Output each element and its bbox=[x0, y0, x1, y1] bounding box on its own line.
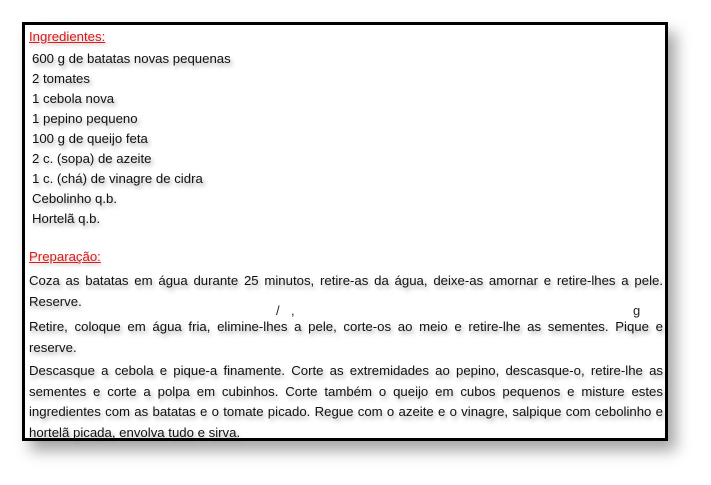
preparation-heading: Preparação: bbox=[29, 249, 101, 264]
ingredient-item: 100 g de queijo feta bbox=[32, 131, 148, 146]
ingredient-item: 600 g de batatas novas pequenas bbox=[32, 51, 231, 66]
ingredients-heading: Ingredientes: bbox=[29, 29, 106, 44]
ingredient-item: Cebolinho q.b. bbox=[32, 191, 118, 206]
preparation-step: Coza as batatas em água durante 25 minutos, retire-as da água, deixe-as amornar e retire-lhes a pele. Reserve. bbox=[29, 273, 663, 309]
ingredient-item: Hortelã q.b. bbox=[32, 211, 101, 226]
ingredient-item: 2 tomates bbox=[32, 71, 90, 86]
preparation-step: Retire, coloque em água fria, elimine-lhes a pele, corte-os ao meio e retire-lhe as sementes. Pique e reserve. bbox=[29, 319, 663, 355]
preparation-step: Descasque a cebola e pique-a finamente. Corte as extremidades ao pepino, descasque-o, retire-lhe as sementes e corte a polpa em cubinhos. Corte também o queijo em cubos pequenos e misture estes ingredientes com as batatas e o tomate picado. Regue com o azeite e o vinagre, salpique com cebolinho e hortelã picada, envolva tudo e sirva. bbox=[29, 363, 663, 440]
recipe-card bbox=[22, 22, 668, 441]
ingredient-item: 1 pepino pequeno bbox=[32, 111, 138, 126]
ingredient-item: 2 c. (sopa) de azeite bbox=[32, 151, 152, 166]
clipped-text-artifact: / , g bbox=[276, 303, 641, 318]
ingredient-item: 1 cebola nova bbox=[32, 91, 115, 106]
ingredients-list bbox=[32, 49, 231, 229]
ingredient-item: 1 c. (chá) de vinagre de cidra bbox=[32, 171, 203, 186]
